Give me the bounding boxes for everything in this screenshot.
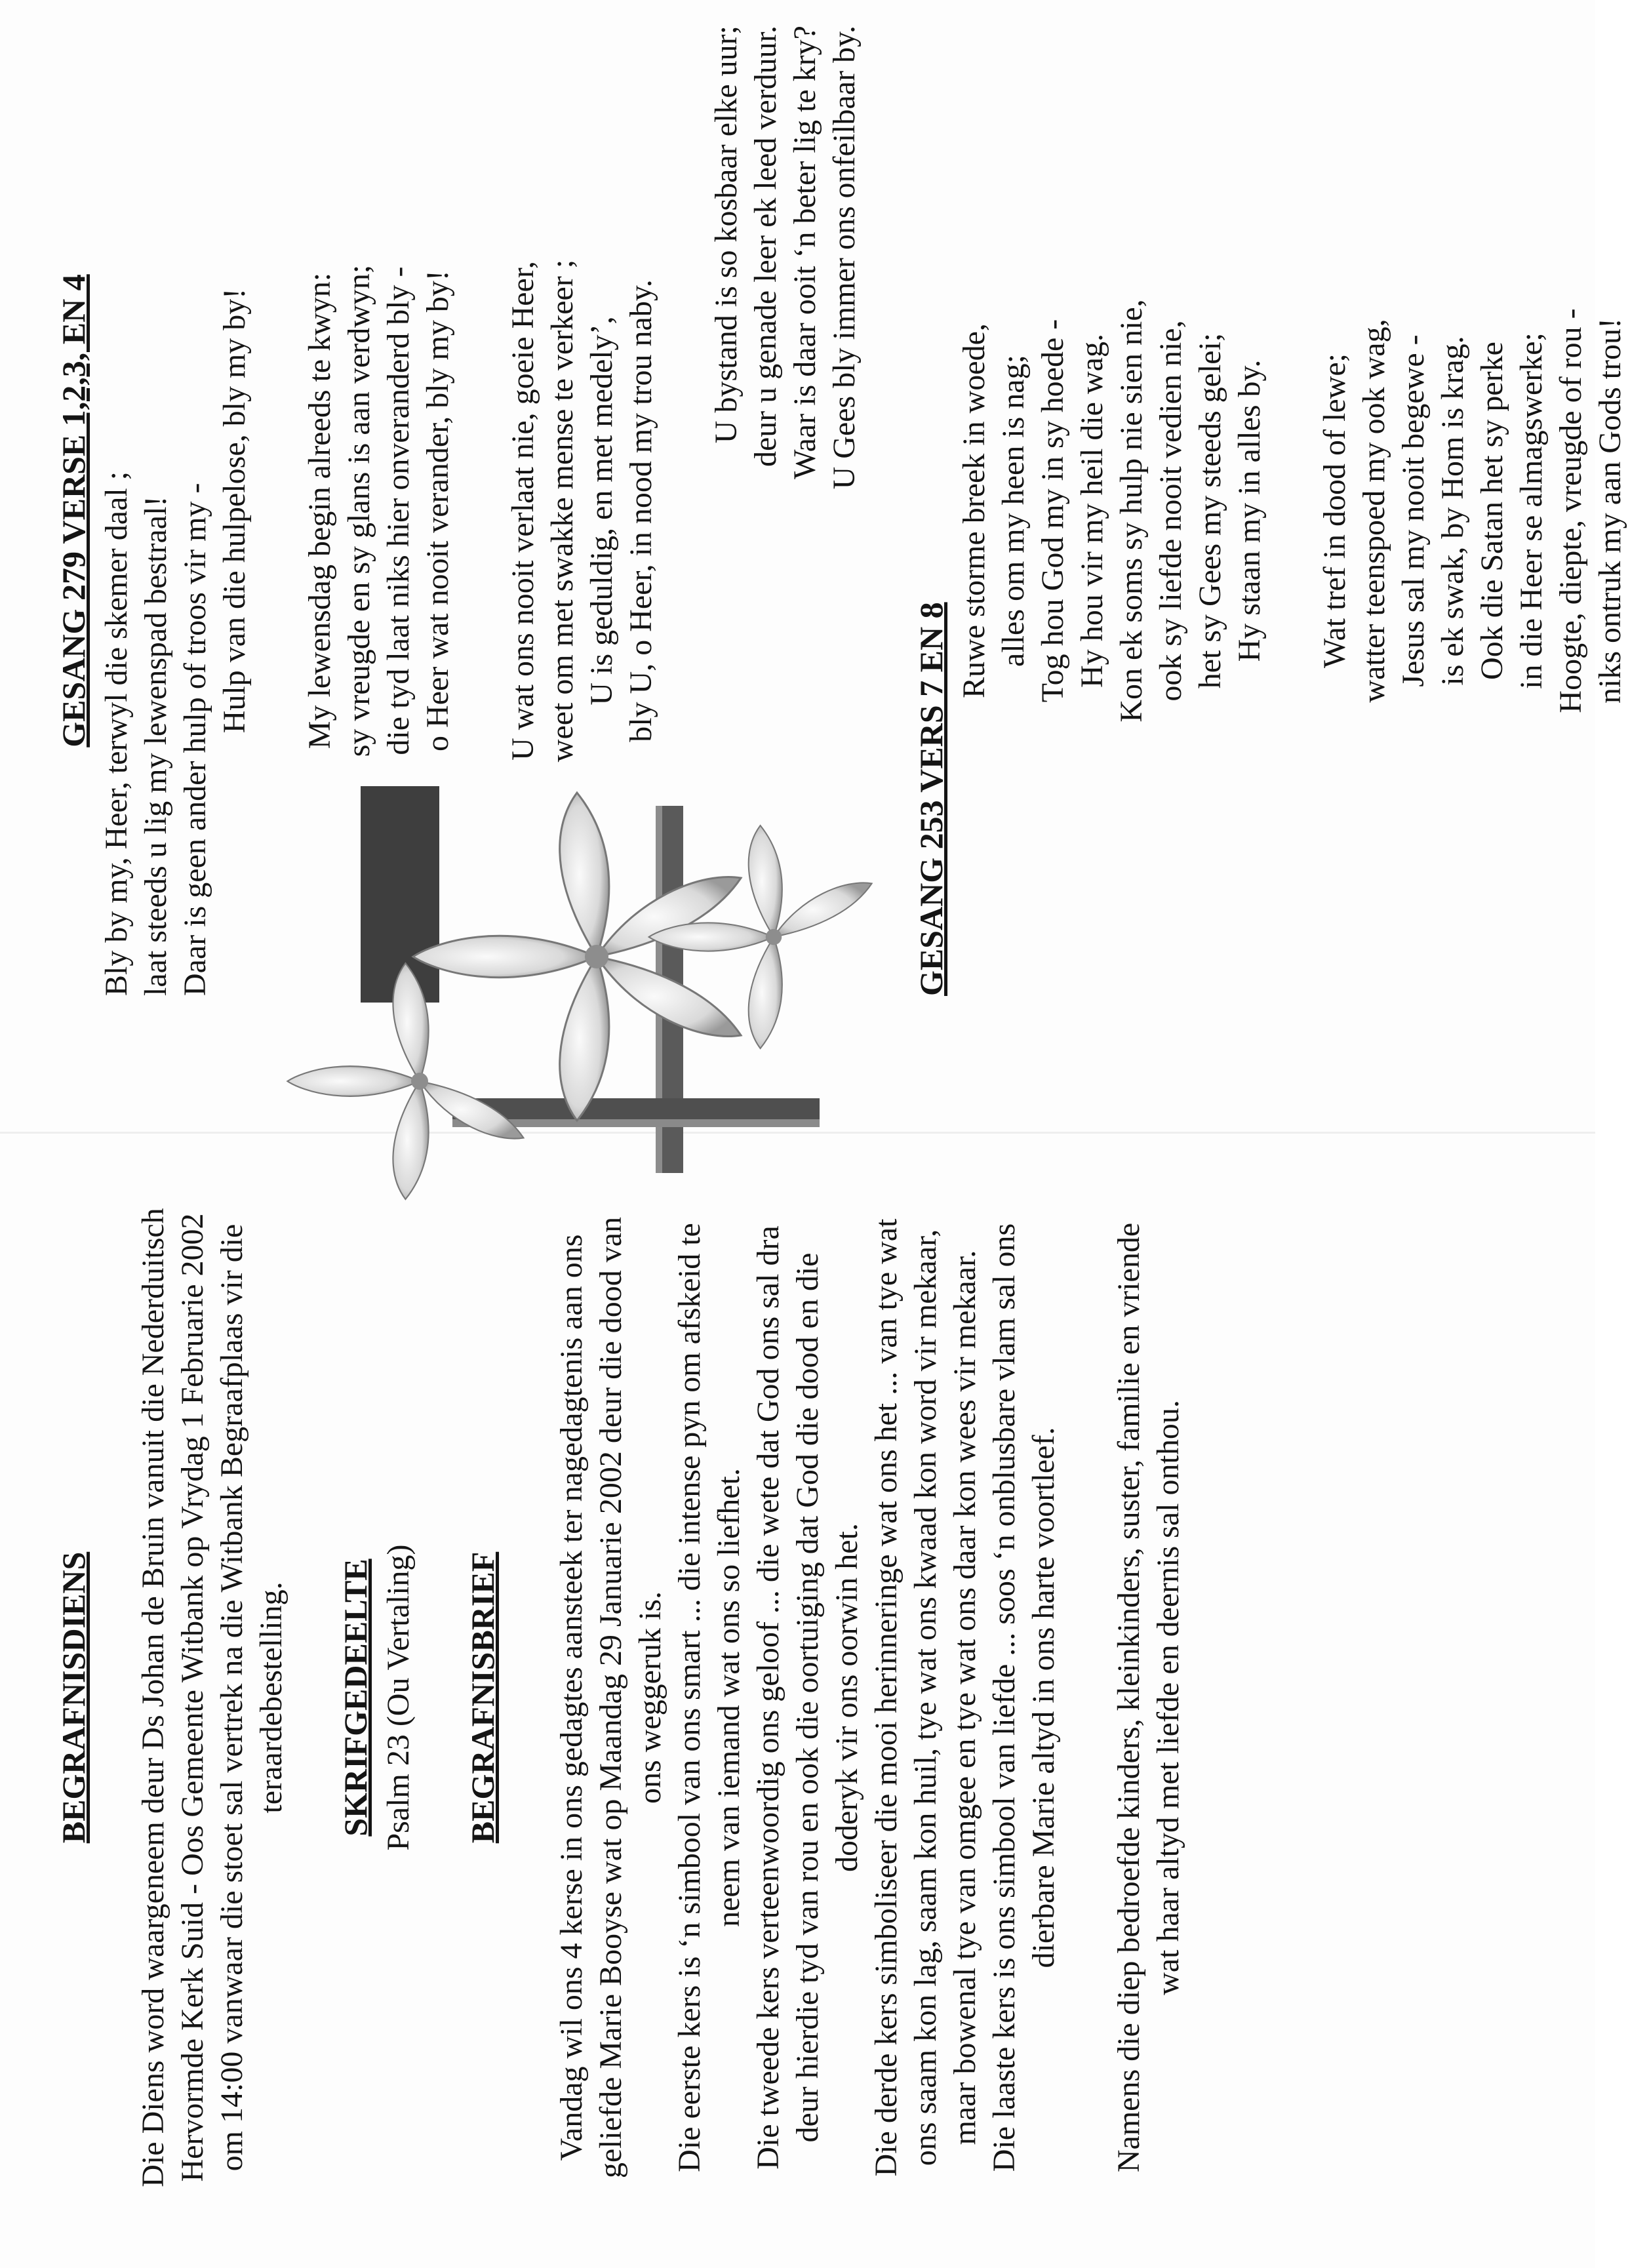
hymn-line: Daar is geen ander hulp of troos vir my - xyxy=(178,483,212,996)
hymn-253-heading: GESANG 253 VERS 7 EN 8 xyxy=(913,602,949,996)
hymn-line: U is geduldig, en met medely’, xyxy=(584,316,619,706)
scripture-text: Psalm 23 (Ou Vertaling) xyxy=(381,1544,416,1851)
hymn-verse xyxy=(504,26,661,996)
hymn-line: deur u genade leer ek leed verduur. xyxy=(748,26,783,468)
hymn-line: die tyd laat niks hier onveranderd bly - xyxy=(381,266,416,755)
hymn-line: Ruwe storme breek in woede, xyxy=(957,323,991,698)
right-panel xyxy=(52,26,1630,996)
hymn-line: Hulp van die hulpelose, bly my by! xyxy=(217,288,252,734)
letter-section xyxy=(462,1206,1188,2189)
hymn-verse xyxy=(300,26,458,996)
service-text: Die Diens word waargeneem deur Ds Johan de Bruin vanuit die Nederduitsch Hervormde Kerk Suid - Oos Gemeente Witbank op Vrydag 1 Februarie 2002 om 14:00 vanwaar die stoet sal vertrek na die Witbank Begraafplaas vir die teraardebestelling. xyxy=(136,1208,288,2187)
hymn-line: My lewensdag begin alreeds te kwyn: xyxy=(302,272,337,749)
hymn-line: Hy staan my in alles by. xyxy=(1232,359,1267,662)
hymn-line: Wat tref in dood of lewe; xyxy=(1317,353,1352,668)
hymn-line: U wat ons nooit verlaat nie, goeie Heer, xyxy=(506,261,540,761)
service-section xyxy=(52,1206,291,2189)
hymn-line: niks ontruk my aan Gods trou! xyxy=(1593,318,1627,704)
hymn-line: is ek swak, by Hom is krag. xyxy=(1435,336,1470,686)
service-heading: BEGRAFNISDIENS xyxy=(55,1551,92,1844)
letter-paragraph: Die tweede kers verteenwoordig ons geloof ... die wete dat God ons sal dra deur hierdie tyd van rou en ook die oortuiging dat God die dood en die doderyk vir ons oorwin het. xyxy=(751,1225,864,2170)
hymn-line: Hy hou vir my heil die wag. xyxy=(1075,334,1109,688)
hymn-line: sy vreugde en sy glans is aan verdwyn; xyxy=(342,264,376,757)
letter-paragraph: Vandag wil ons 4 kerse in ons gedagtes aansteek ter nagedagtenis aan ons geliefde Marie Booyse wat op Maandag 29 Januarie 2002 deur die dood van ons weggeruk is. xyxy=(554,1216,667,2179)
hymn-line: laat steeds u lig my lewenspad bestraal! xyxy=(138,496,173,996)
hymn-line: Waar is daar ooit ‘n beter lig te kry? xyxy=(787,26,822,479)
hymn-line: alles om my heen is nag; xyxy=(996,355,1031,667)
scripture-section xyxy=(334,1206,418,2189)
letter-paragraph: Die eerste kers is ‘n simbool van ons smart ... die intense pyn om afskeid te neem van iemand wat ons so liefhet. xyxy=(672,1223,746,2172)
letter-heading: BEGRAFNISBRIEF xyxy=(464,1551,501,1844)
hymn-line: Kon ek soms sy hulp nie sien nie, xyxy=(1114,299,1149,723)
letter-closing: Namens die diep bedroefde kinders, kleinkinders, suster, familie en vriende wat haar altyd met liefde en deernis sal onthou. xyxy=(1111,1222,1185,2173)
hymn-line: Hoogte, diepte, vreugde of rou - xyxy=(1553,308,1588,713)
hymn-line: watter teenspoed my ook wag, xyxy=(1357,319,1391,703)
hymn-line: U bystand is so kosbaar elke uur; xyxy=(709,26,744,444)
hymn-verse xyxy=(97,26,254,996)
hymn-253 xyxy=(910,26,1630,996)
hymn-line: Jesus sal my nooit begewe - xyxy=(1396,334,1431,687)
hymn-verse xyxy=(1315,26,1630,996)
hymn-line: in die Heer se almagswerke; xyxy=(1514,332,1549,689)
hymn-line: bly U, o Heer, in nood my trou naby. xyxy=(624,279,658,742)
hymn-line: Ook die Satan het sy perke xyxy=(1475,342,1509,680)
letter-paragraph: Die derde kers simboliseer die mooi herinneringe wat ons het ... van tye wat ons saam kon lag, saam kon huil, tye wat ons kwaad kon word vir mekaar, maar bowenal tye van omgee en tye wat ons daar kon wees vir mekaar. xyxy=(869,1218,982,2177)
letter-paragraph: Die laaste kers is ons simbool van liefde ... soos ‘n onblusbare vlam sal ons dierbare Marie altyd in ons harte voortleef. xyxy=(987,1223,1061,2172)
hymn-verse xyxy=(955,26,1269,996)
hymn-279 xyxy=(52,26,864,996)
hymn-line: het sy Gees my steeds gelei; xyxy=(1193,332,1227,689)
hymn-line: Tog hou God my in sy hoede - xyxy=(1035,319,1070,703)
hymn-line: o Heer wat nooit verander, bly my by! xyxy=(420,270,455,751)
hymn-line: U Gees bly immer ons onfeilbaar by. xyxy=(827,26,862,490)
hymn-line: ook sy liefde nooit vedien nie, xyxy=(1153,320,1188,702)
scripture-heading: SKRIFGEDEELTE xyxy=(337,1559,374,1837)
hymn-279-heading: GESANG 279 VERSE 1,2,3, EN 4 xyxy=(55,274,92,747)
hymn-line: weet om met swakke mense te verkeer ; xyxy=(545,259,580,763)
hymn-line: Bly by my, Heer, terwyl die skemer daal ; xyxy=(99,471,134,996)
left-panel xyxy=(52,1206,1188,2189)
hymn-verse xyxy=(707,26,864,996)
